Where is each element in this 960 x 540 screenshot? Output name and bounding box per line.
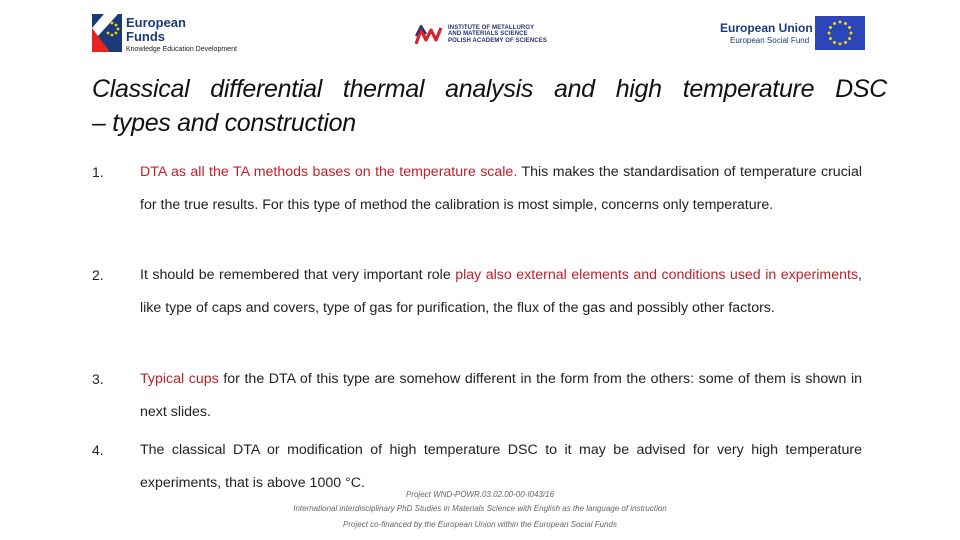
ef-logo-line3: Knowledge Education Development (126, 46, 237, 53)
eu-logo-line2: European Social Fund (730, 35, 810, 45)
eu-star-icon (833, 22, 836, 25)
body-text: This makes the standardisation of temperature crucial for the true results. For this type of method the calibration is most simple, concerns only temperature. (140, 164, 862, 213)
eu-star-icon (844, 41, 847, 44)
eu-star-icon (844, 22, 847, 25)
title-line2: – types and construction (92, 109, 356, 137)
footer-project-title: International interdisciplinary PhD Studies in Materials Science with English as the language of instruction (293, 504, 667, 513)
list-item-text (140, 156, 862, 221)
highlighted-text: play also external elements and conditions used in experiments (455, 267, 859, 283)
footer-cofinancing: Project co-financed by the European Union within the European Social Funds (343, 520, 617, 529)
title-line1: Classical differential thermal analysis and high temperature DSC (92, 75, 887, 103)
eu-star-icon (848, 26, 851, 29)
ef-logo-line2: Funds (126, 29, 165, 44)
imim-logo (415, 14, 565, 56)
list-item-text (140, 259, 862, 324)
highlighted-text: DTA as all the TA methods bases on the temperature scale. (140, 164, 518, 180)
imim-logo-line2: AND MATERIALS SCIENCE (448, 31, 528, 38)
eu-star-icon (833, 41, 836, 44)
eu-logo-line1: European Union (720, 21, 813, 35)
body-text: , like type of caps and covers, type of gas for purification, the flux of the gas and possibly other factors. (140, 267, 862, 316)
eu-star-icon (850, 32, 853, 35)
imim-mark-icon (415, 24, 443, 46)
european-funds-flag-icon (92, 14, 122, 52)
list-item-number: 2. (92, 267, 104, 283)
list-item-number: 4. (92, 442, 104, 458)
imim-logo-line3: POLISH ACADEMY OF SCIENCES (448, 37, 547, 44)
eu-star-icon (839, 43, 842, 46)
highlighted-text: Typical cups (140, 371, 219, 387)
imim-logo-line1: INSTITUTE OF METALLURGY (448, 25, 535, 31)
list-item-number: 1. (92, 164, 104, 180)
european-union-logo (718, 14, 868, 56)
eu-star-icon (829, 37, 832, 40)
list-item-number: 3. (92, 371, 104, 387)
slide-title (92, 72, 887, 140)
eu-star-icon (829, 26, 832, 29)
european-funds-logo (92, 14, 242, 56)
list-item-text (140, 363, 862, 428)
eu-star-icon (828, 32, 831, 35)
body-text: for the DTA of this type are somehow different in the form from the others: some of them is shown in next slides. (140, 371, 862, 420)
body-text: It should be remembered that very important role (140, 267, 456, 283)
eu-star-icon (839, 21, 842, 24)
body-text: The classical DTA or modification of high temperature DSC to it may be advised for very high temperature experiments, that is above 1000 °C. (140, 442, 862, 491)
eu-star-icon (848, 37, 851, 40)
footer-project-id: Project WND-POWR.03.02.00-00-I043/16 (405, 490, 555, 499)
ef-logo-line1: European (126, 15, 186, 30)
eu-flag-icon (815, 16, 865, 50)
